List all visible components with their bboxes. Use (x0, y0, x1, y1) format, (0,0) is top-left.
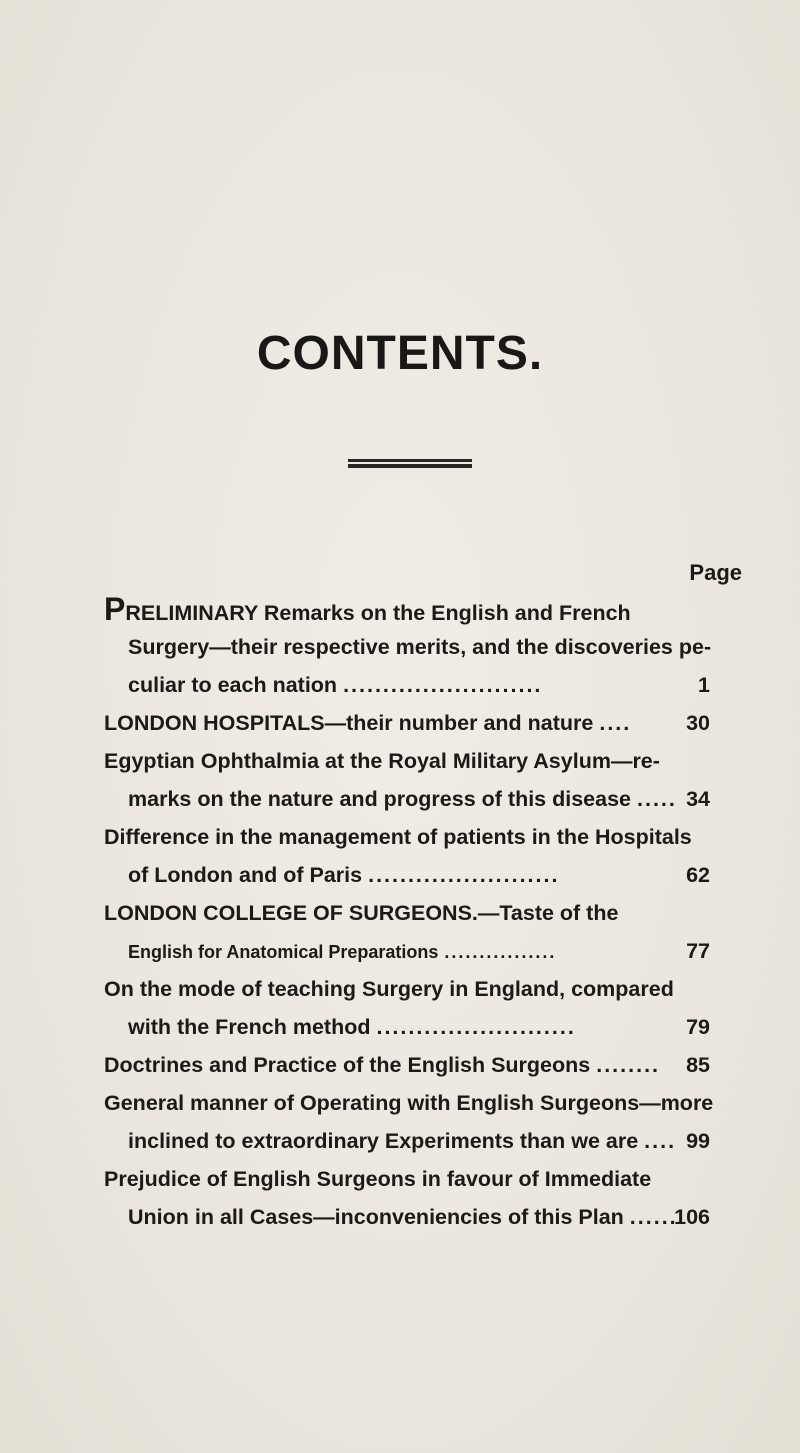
toc-entry-text: Union in all Cases—inconveniencies of this Plan (128, 1205, 624, 1229)
toc-entry-text: Difference in the management of patients in the Hospitals (104, 825, 692, 849)
toc-entry-text: English for Anatomical Preparations (128, 942, 439, 962)
heading-rule-bottom (348, 464, 472, 468)
page-column-label: Page (689, 560, 742, 585)
toc-entry-line (104, 742, 710, 780)
toc-entry-line (104, 780, 710, 818)
toc-entry-line (104, 666, 710, 704)
toc-entry-text: Egyptian Ophthalmia at the Royal Military Asylum—re- (104, 749, 660, 773)
toc-entry-text: of London and of Paris (128, 863, 363, 887)
dot-leader: ...... (629, 1205, 678, 1229)
page-number: 79 (686, 1015, 710, 1039)
toc-entry-line (104, 1122, 710, 1160)
toc-entry-line (104, 894, 710, 932)
toc-entry-text: Surgery—their respective merits, and the discoveries pe- (128, 635, 712, 659)
toc-entry-text: LONDON HOSPITALS—their number and nature (104, 711, 594, 735)
page-number: 77 (686, 939, 710, 963)
page-number: 34 (686, 787, 710, 811)
toc-entry-text: culiar to each nation (128, 673, 338, 697)
dot-leader: ........ (596, 1053, 661, 1077)
toc-entry-text: with the French method (128, 1015, 371, 1039)
dot-leader: ......................... (376, 1015, 576, 1039)
toc-entry-line (104, 590, 710, 628)
toc-entry-line (104, 1046, 710, 1084)
toc-entry-text: Doctrines and Practice of the English Surgeons (104, 1053, 591, 1077)
toc-entry-text: On the mode of teaching Surgery in England, compared (104, 977, 674, 1001)
contents-heading: CONTENTS. (256, 327, 544, 380)
toc-entry-line (104, 704, 710, 742)
toc-entry-line (104, 1084, 714, 1122)
dot-leader: ..... (637, 787, 677, 811)
toc-entry-text: LONDON COLLEGE OF SURGEONS.—Taste of the (104, 901, 619, 925)
toc-entry-line (104, 856, 710, 894)
heading-rule-top (348, 459, 472, 462)
page-number: 106 (674, 1205, 710, 1229)
page-number: 99 (686, 1129, 710, 1153)
toc-entry-line (104, 628, 710, 666)
page-number: 30 (686, 711, 710, 735)
drop-capital: P (104, 591, 126, 627)
toc-entry-line (104, 970, 710, 1008)
toc-entry-text: marks on the nature and progress of this disease (128, 787, 632, 811)
dot-leader: .... (599, 711, 632, 735)
toc-entry-line (104, 1008, 710, 1046)
toc-entry-line (104, 1160, 710, 1198)
toc-entry-text: inclined to extraordinary Experiments than we are (128, 1129, 639, 1153)
dot-leader: ................ (444, 942, 557, 962)
toc-entry-line (104, 932, 710, 970)
dot-leader: ........................ (368, 863, 560, 887)
page-number: 1 (698, 673, 710, 697)
toc-entry-text: Prejudice of English Surgeons in favour of Immediate (104, 1167, 652, 1191)
toc-entry-text: General manner of Operating with English Surgeons—more (104, 1091, 714, 1115)
page-number: 85 (686, 1053, 710, 1077)
toc-entry-line (104, 1198, 710, 1236)
toc-entry-line (104, 818, 710, 856)
page-number: 62 (686, 863, 710, 887)
dot-leader: .... (644, 1129, 677, 1153)
dot-leader: ......................... (343, 673, 543, 697)
toc-entry-text: RELIMINARY Remarks on the English and French (125, 601, 631, 625)
table-of-contents (104, 590, 714, 1236)
